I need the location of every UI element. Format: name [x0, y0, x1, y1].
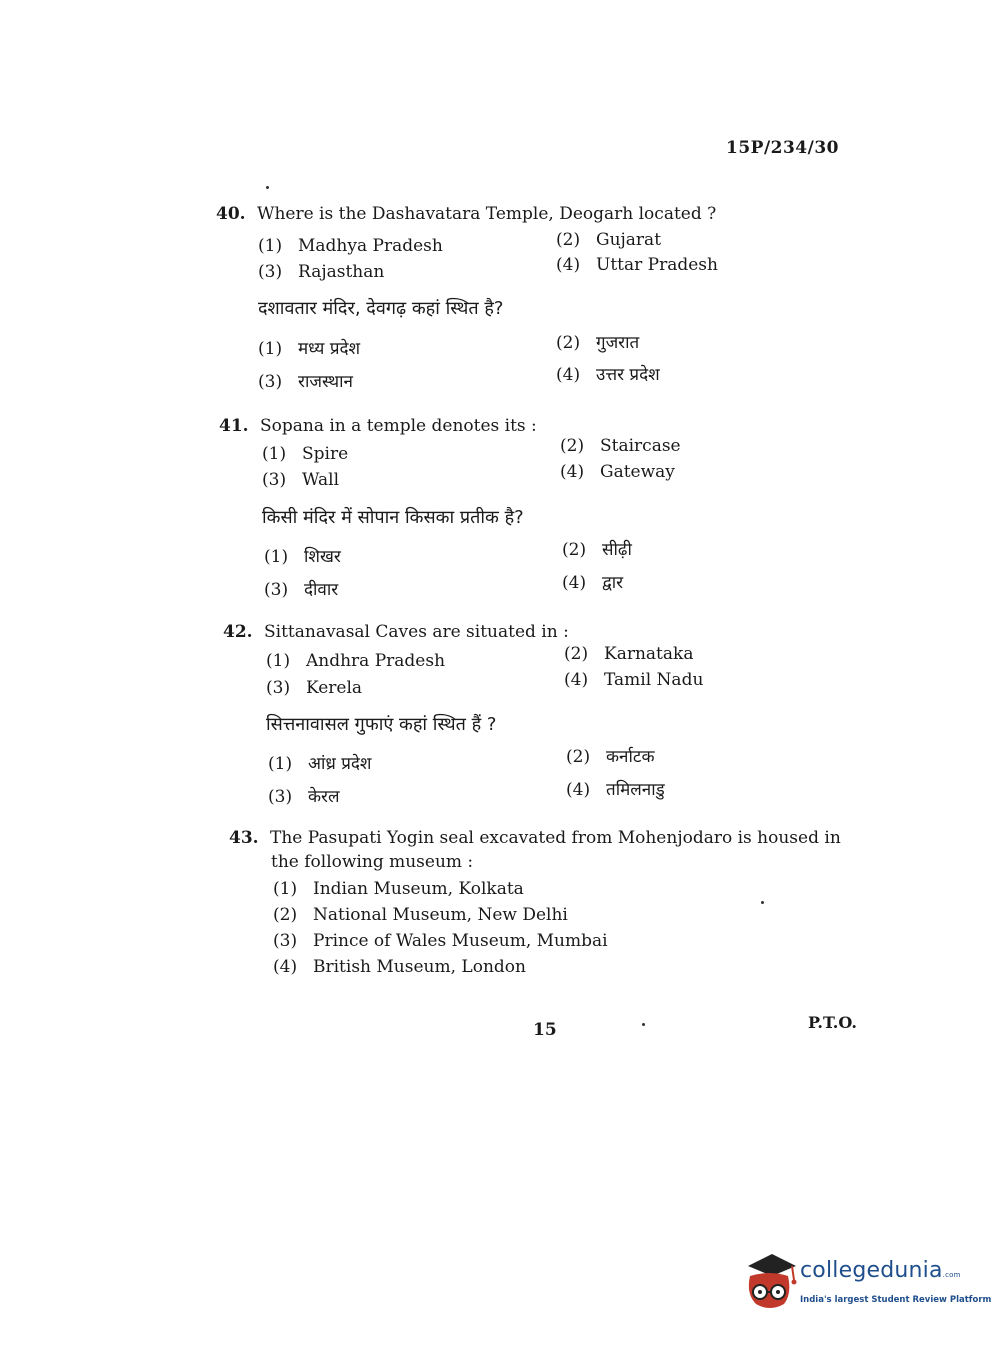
option-3-hi: (3) दीवार	[264, 580, 339, 600]
option-4-hi: (4) द्वार	[562, 573, 624, 593]
option-4-en: (4) Tamil Nadu	[564, 670, 704, 690]
option-3-en: (3) Prince of Wales Museum, Mumbai	[273, 931, 608, 951]
question-text-en: Sittanavasal Caves are situated in :	[263, 622, 569, 642]
brand-tagline: India's largest Student Review Platform	[800, 1295, 992, 1305]
mascot-icon	[742, 1250, 798, 1314]
option-1-en: (1) Spire	[262, 444, 349, 464]
option-3-en: (3) Rajasthan	[258, 262, 385, 282]
option-1-en: (1) Indian Museum, Kolkata	[273, 879, 524, 899]
option-2-hi: (2) गुजरात	[556, 333, 640, 353]
question-text-en: Where is the Dashavatara Temple, Deogarh located ?	[256, 204, 717, 224]
option-4-hi: (4) उत्तर प्रदेश	[556, 365, 660, 385]
paper-code: 15P/234/30	[726, 138, 840, 158]
question-text-en: Sopana in a temple denotes its :	[259, 416, 537, 436]
scan-speck	[266, 186, 269, 189]
option-4-hi: (4) तमिलनाडु	[566, 780, 665, 800]
question-text-hi: दशावतार मंदिर, देवगढ़ कहां स्थित है?	[258, 298, 504, 319]
option-1-hi: (1) मध्य प्रदेश	[258, 339, 361, 359]
option-2-hi: (2) कर्नाटक	[566, 747, 655, 767]
scan-speck	[761, 901, 764, 904]
question-number: 40.	[216, 204, 246, 224]
brand-name: collegedunia.com	[800, 1258, 961, 1283]
option-2-en: (2) National Museum, New Delhi	[273, 905, 568, 925]
option-3-hi: (3) केरल	[268, 787, 340, 807]
pto-label: P.T.O.	[808, 1013, 857, 1032]
question-text-hi: किसी मंदिर में सोपान किसका प्रतीक है?	[262, 507, 524, 528]
brand-suffix: .com	[942, 1271, 961, 1279]
option-3-hi: (3) राजस्थान	[258, 372, 353, 392]
option-1-en: (1) Andhra Pradesh	[266, 651, 446, 671]
option-1-en: (1) Madhya Pradesh	[258, 236, 443, 256]
question-text-hi: सित्तनावासल गुफाएं कहां स्थित हैं ?	[266, 714, 497, 735]
option-3-en: (3) Wall	[262, 470, 340, 490]
question-text-en-line2: the following museum :	[271, 852, 474, 872]
question-text-en: The Pasupati Yogin seal excavated from Mohenjodaro is housed in	[269, 828, 841, 848]
question-number: 43.	[229, 828, 259, 848]
question-number: 41.	[219, 416, 249, 436]
question-number: 42.	[223, 622, 253, 642]
collegedunia-logo	[742, 1250, 992, 1320]
option-4-en: (4) Uttar Pradesh	[556, 255, 718, 275]
scan-speck	[642, 1023, 645, 1026]
option-2-en: (2) Staircase	[560, 436, 681, 456]
option-3-en: (3) Kerela	[266, 678, 363, 698]
option-4-en: (4) British Museum, London	[273, 957, 526, 977]
option-2-hi: (2) सीढ़ी	[562, 540, 632, 560]
option-1-hi: (1) शिखर	[264, 547, 341, 567]
page-number: 15	[533, 1020, 557, 1040]
option-4-en: (4) Gateway	[560, 462, 675, 482]
option-2-en: (2) Gujarat	[556, 230, 662, 250]
option-2-en: (2) Karnataka	[564, 644, 694, 664]
option-1-hi: (1) आंध्र प्रदेश	[268, 754, 372, 774]
